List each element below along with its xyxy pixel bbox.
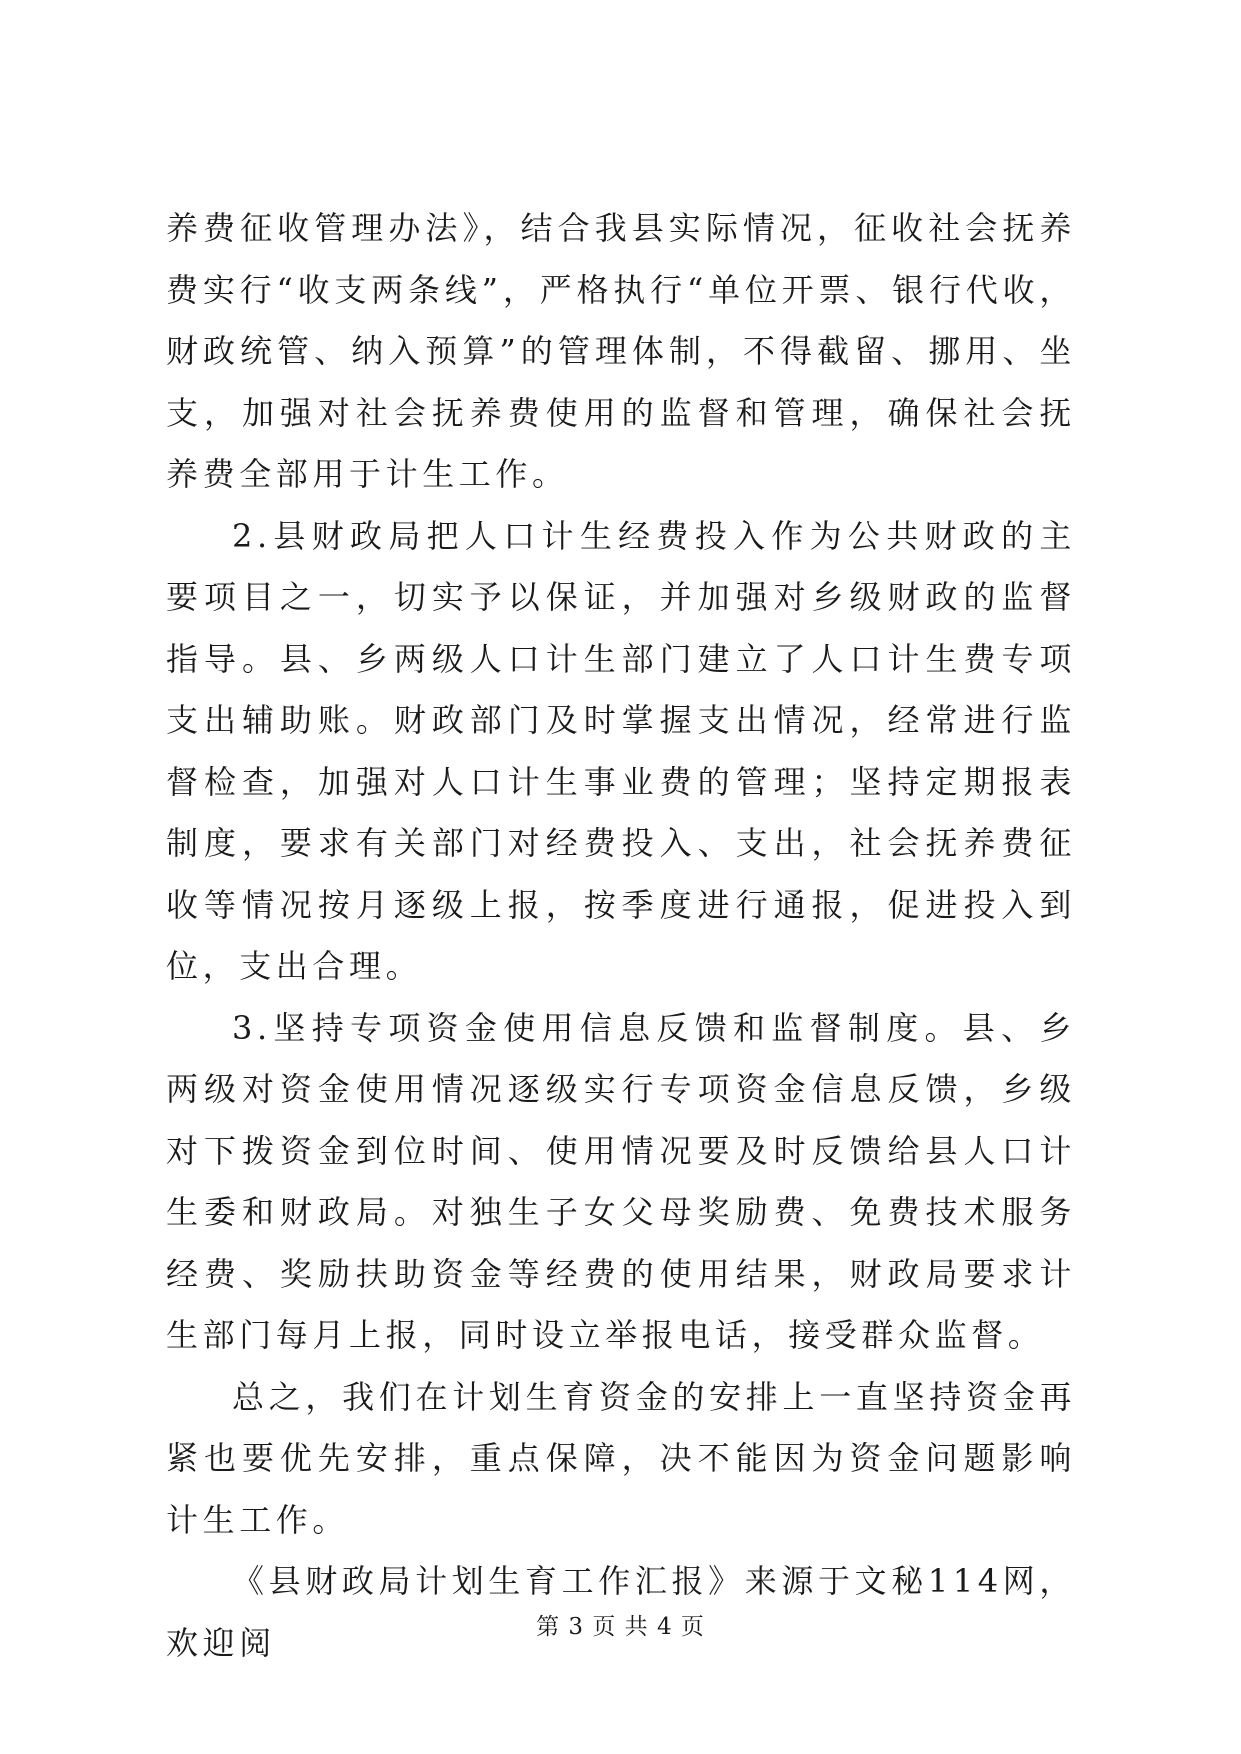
paragraph-4: 总之，我们在计划生育资金的安排上一直坚持资金再紧也要优先安排，重点保障，决不能因为资金问题影响计生工作。 <box>166 1377 1076 1539</box>
paragraph-1: 养费征收管理办法》，结合我县实际情况，征收社会抚养费实行“收支两条线”，严格执行“单位开票、银行代收，财政统管、纳入预算”的管理体制，不得截留、挪用、坐支，加强对社会抚养费使用的监督和管理，确保社会抚养费全部用于计生工作。 <box>166 209 1076 493</box>
paragraph-5: 《县财政局计划生育工作汇报》来源于文秘114网，欢迎阅 <box>166 1562 1076 1662</box>
paragraph-2: 2.县财政局把人口计生经费投入作为公共财政的主要项目之一，切实予以保证，并加强对乡级财政的监督指导。县、乡两级人口计生部门建立了人口计生费专项支出辅助账。财政部门及时掌握支出情况，经常进行监督检查，加强对人口计生事业费的管理；坚持定期报表制度，要求有关部门对经费投入、支出，社会抚养费征收等情况按月逐级上报，按季度进行通报，促进投入到位，支出合理。 <box>166 516 1076 985</box>
paragraph-3: 3.坚持专项资金使用信息反馈和监督制度。县、乡两级对资金使用情况逐级实行专项资金信息反馈，乡级对下拨资金到位时间、使用情况要及时反馈给县人口计生委和财政局。对独生子女父母奖励费、免费技术服务经费、奖励扶助资金等经费的使用结果，财政局要求计生部门每月上报，同时设立举报电话，接受群众监督。 <box>166 1008 1076 1354</box>
document-body <box>166 198 1076 1674</box>
page-number-footer: 第 3 页 共 4 页 <box>536 1614 705 1640</box>
